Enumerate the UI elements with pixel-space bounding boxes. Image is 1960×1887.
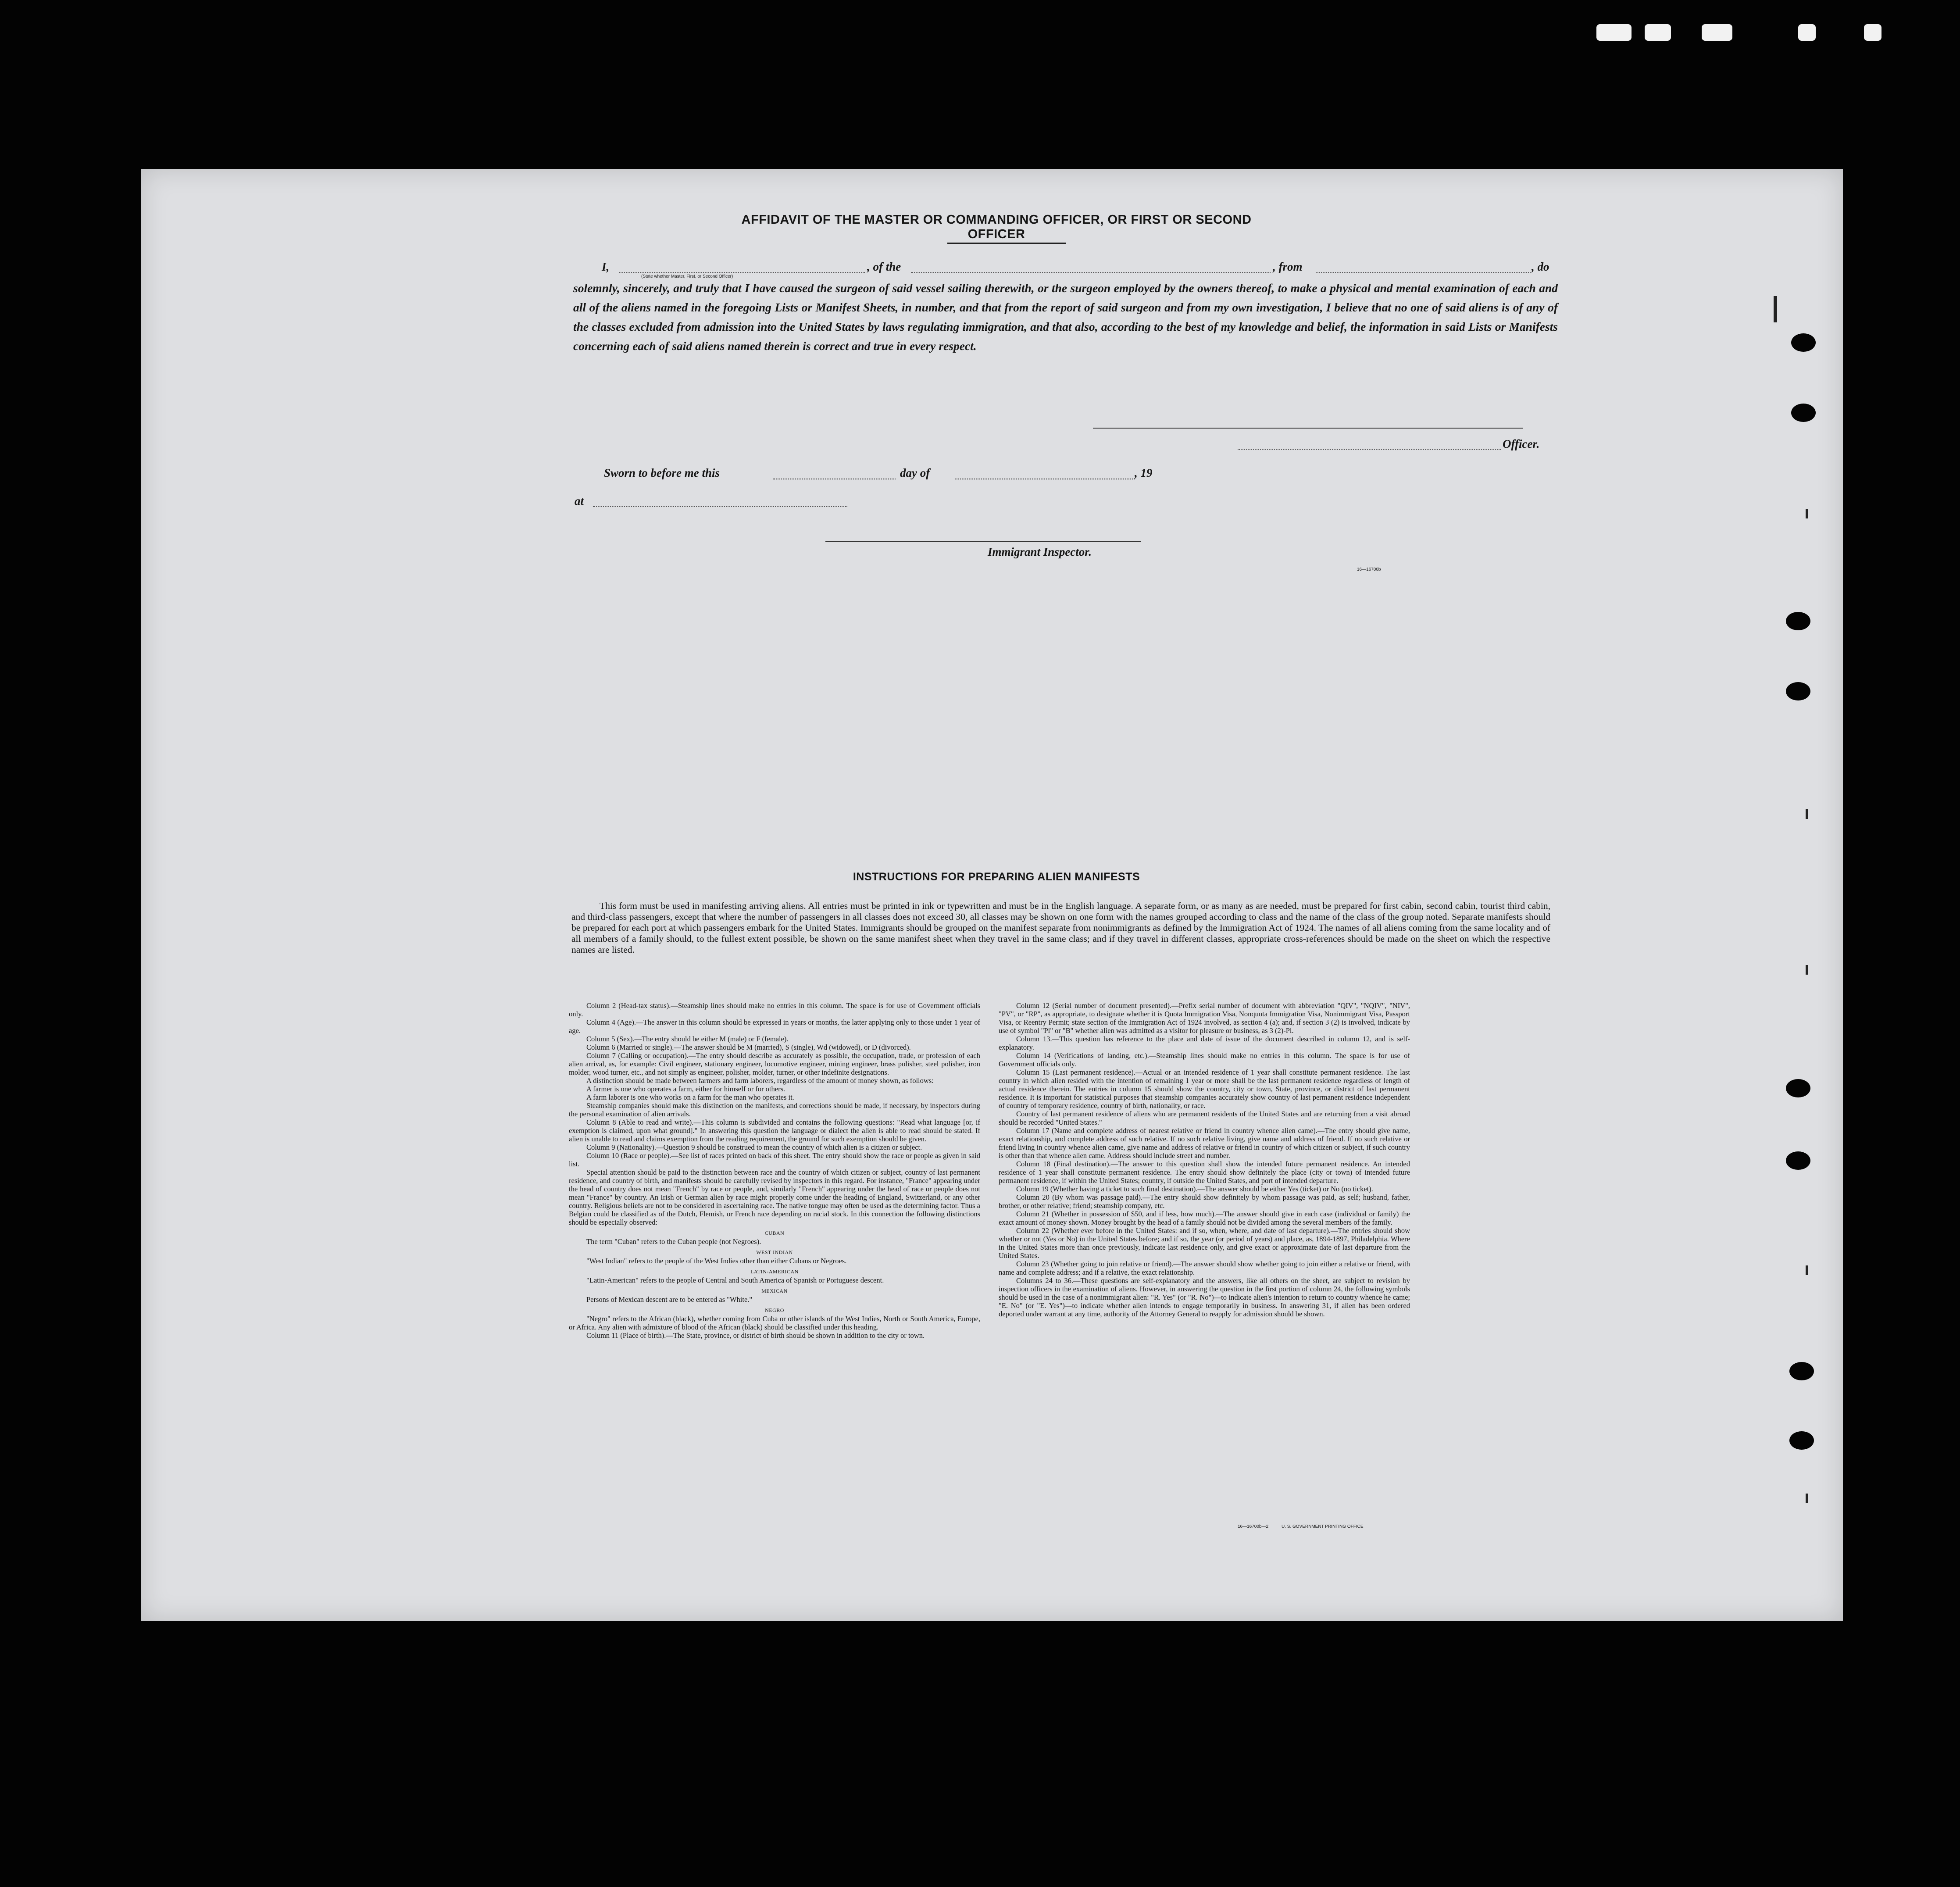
manifest-sheet [141, 169, 1843, 1621]
edge-mark [1806, 1265, 1808, 1275]
affidavit-i-label: I, [602, 260, 610, 273]
sworn-label: Sworn to before me this [604, 466, 720, 479]
col22-instruction: Column 22 (Whether ever before in the United States: and if so, when, where, and date of last departure).—The entries should show whether or not (Yes or No) in the United States before; and if so, the year (or period of years) and place, as, 1894-1897, Philadelphia. Where in the United States more than once previously, indicate last residence only, and give exact or approximate date of last departure from the United States. [999, 1226, 1410, 1260]
instructions-title: INSTRUCTIONS FOR PREPARING ALIEN MANIFESTS [853, 871, 1140, 883]
col9-instruction: Column 9 (Nationality).—Question 9 should be construed to mean the country of which alien is a citizen or subject. [586, 1143, 922, 1151]
mexican-definition: Persons of Mexican descent are to be entered as "White." [586, 1295, 753, 1304]
last-residence-note: Country of last permanent residence of aliens who are permanent residents of the United States and are returning from a visit abroad should be recorded "United States." [999, 1110, 1410, 1126]
col14-instruction: Column 14 (Verifications of landing, etc.).—Steamship lines should make no entries in this column. The space is for use of Government officials only. [999, 1051, 1410, 1068]
affidavit-title: AFFIDAVIT OF THE MASTER OR COMMANDING OFFICER, OR FIRST OR SECOND OFFICER [741, 213, 1252, 241]
state-officer-note: (State whether Master, First, or Second Officer) [641, 274, 733, 279]
edge-mark [1806, 1494, 1808, 1503]
from-label: , from [1273, 260, 1303, 273]
footer-printer: U. S. GOVERNMENT PRINTING OFFICE [1282, 1524, 1364, 1529]
race-attention: Special attention should be paid to the distinction between race and the country of which citizen or subject, country of last permanent residence, and country of birth, and manifests should be carefully revised by inspectors in this regard. For instance, "France" appearing under the head of country does not mean "French" by race or people, and, similarly "French" appearing under the head of race or people does not mean "France" by country. An Irish or German alien by race might properly come under the heading of England, Switzerland, or any other country. Religious beliefs are not to be considered in ascertaining race. The native tongue may often be used as the determining factor. Thus a Belgian could be classified as of the Dutch, Flemish, or French race depending on racial stock. In this connection the following distinctions should be especially observed: [569, 1168, 980, 1226]
signature-line [1093, 428, 1523, 429]
year-label: , 19 [1135, 466, 1153, 479]
col21-instruction: Column 21 (Whether in possession of $50, and if less, how much).—The answer should give in each case (individual or family) the exact amount of money shown. Money brought by the head of a family should not be divided among the several members of the family. [999, 1210, 1410, 1226]
farm-laborer-definition: A farm laborer is one who works on a farm for the man who operates it. [586, 1093, 794, 1101]
col13-instruction: Column 13.—This question has reference to the place and date of issue of the document described in column 12, and is self-explanatory. [999, 1035, 1410, 1051]
cuban-heading: CUBAN [764, 1230, 785, 1236]
inspector-label: Immigrant Inspector. [988, 545, 1092, 558]
west-indian-heading: WEST INDIAN [756, 1249, 793, 1255]
col11-instruction: Column 11 (Place of birth).—The State, province, or district of birth should be shown in addition to the city or town. [586, 1331, 925, 1340]
col19-instruction: Column 19 (Whether having a ticket to such final destination).—The answer should be either Yes (ticket) or No (no ticket). [1016, 1185, 1373, 1193]
col12-instruction: Column 12 (Serial number of document presented).—Prefix serial number of document with abbreviation "QIV", "NQIV", "NIV", "PV", or "RP", as appropriate, to designate whether it is Quota Immigration Visa, Nonquota Immigration Visa, Nonimmigrant Visa, Passport Visa, or Reentry Permit; state section of the Immigration Act of 1924 involved, as section 4 (a); and, if section 3 (2) is involved, indicate by use of symbol "Pl" or "B" whether alien was admitted as a visitor for pleasure or business, as 3 (2)-Pl. [999, 1001, 1410, 1035]
edge-mark [1806, 965, 1808, 975]
mexican-heading: MEXICAN [761, 1288, 788, 1294]
col8-instruction: Column 8 (Able to read and write).—This column is subdivided and contains the following questions: "Read what language [or, if exemption is claimed, upon what ground]." In answering this question the language or dialect the alien is able to read should be stated. If alien is unable to read and claims exemption from the reading requirement, the ground for such exemption should be given. [569, 1118, 980, 1143]
of-the-label: , of the [867, 260, 901, 273]
farmer-definition: A farmer is one who operates a farm, either for himself or for others. [586, 1085, 785, 1093]
col5-instruction: Column 5 (Sex).—The entry should be either M (male) or F (female). [586, 1035, 789, 1043]
edge-mark [1806, 509, 1808, 518]
departure-port-line [1316, 272, 1531, 273]
punch-hole [1786, 1079, 1810, 1097]
officer-name-line [619, 272, 865, 273]
cuban-definition: The term "Cuban" refers to the Cuban people (not Negroes). [586, 1237, 761, 1246]
punch-hole [1791, 404, 1816, 422]
col20-instruction: Column 20 (By whom was passage paid).—The entry should show definitely by whom passage was paid, as self; husband, father, brother, or other relative; friend; steamship company, etc. [999, 1193, 1410, 1210]
vessel-name-line [911, 272, 1271, 273]
film-frame-marks [1596, 24, 1903, 55]
sworn-place-line [593, 506, 847, 507]
instructions-right-column [999, 1001, 1410, 1318]
col23-instruction: Column 23 (Whether going to join relative or friend).—The answer should show whether going to join either a relative or friend, with name and complete address; and if a relative, the exact relationship. [999, 1260, 1410, 1276]
instructions-intro: This form must be used in manifesting arriving aliens. All entries must be printed in ink or typewritten and must be in the English language. A separate form, or as many as are needed, must be prepared for first cabin, second cabin, tourist third cabin, and third-class passengers, except that where the number of passengers in all classes does not exceed 30, all classes may be shown on one form with the names grouped according to class and the name of the class of the group noted. Separate manifests should be prepared for each port at which passengers embark for the United States. Immigrants should be grouped on the manifest separate from nonimmigrants as defined by the Immigration Act of 1924. The names of all aliens coming from the same locality and of all members of a family should, to the fullest extent possible, be shown on the same manifest sheet when they travel in the same class; and if they travel in different classes, appropriate cross-references should be made on the sheet on which the respective names are listed. [571, 901, 1550, 955]
punch-hole [1789, 1431, 1814, 1450]
farmer-distinction: A distinction should be made between farmers and farm laborers, regardless of the amount of money shown, as follows: [586, 1076, 934, 1085]
col15-instruction: Column 15 (Last permanent residence).—Actual or an intended residence of 1 year shall constitute permanent residence. The last country in which alien resided with the intention of remaining 1 year or more shall be the last permanent residence regardless of length of actual residence therein. The entries in column 15 should show the country, city or town, State, province, or district of last permanent residence. It is important for statistical purposes that steamship companies accurately show country of last permanent residence independent of country of temporary residence, country of birth, nationality, or race. [999, 1068, 1410, 1110]
do-label: , do [1532, 260, 1549, 273]
instructions-left-column [569, 1001, 980, 1340]
punch-hole [1791, 333, 1816, 352]
col4-instruction: Column 4 (Age).—The answer in this column should be expressed in years or months, the latter applying only to those under 1 year of age. [569, 1018, 980, 1035]
negro-definition: "Negro" refers to the African (black), whether coming from Cuba or other islands of the West Indies, North or South America, Europe, or Africa. Any alien with admixture of blood of the African (black) should be classified under this heading. [569, 1315, 980, 1331]
officer-signature-line [1238, 449, 1501, 450]
footer-form-code: 16—16700b—2 [1238, 1524, 1269, 1529]
inspector-signature-line [825, 541, 1141, 542]
latin-american-heading: LATIN-AMERICAN [750, 1269, 799, 1275]
steamship-corrections: Steamship companies should make this distinction on the manifests, and corrections should be made, if necessary, by inspectors during the personal examination of alien arrivals. [569, 1101, 980, 1118]
form-number: 16—16700b [1357, 567, 1381, 572]
officer-label: Officer. [1503, 437, 1540, 450]
col6-instruction: Column 6 (Married or single).—The answer should be M (married), S (single), Wd (widowed), or D (divorced). [586, 1043, 911, 1051]
col7-instruction: Column 7 (Calling or occupation).—The entry should describe as accurately as possible, the occupation, trade, or profession of each alien arrival, as, for example: Civil engineer, stationary engineer, locomotive engineer, mining engineer, brass polisher, steel polisher, iron molder, wood turner, etc., and not simply as engineer, polisher, molder, turner, or other indefinite designations. [569, 1051, 980, 1076]
col18-instruction: Column 18 (Final destination).—The answer to this question shall show the intended future permanent residence. An intended residence of 1 year shall constitute permanent residence. The entry should show definitely the place (city or town) of intended future permanent residence, if within the United States; country, if outside the United States, and port of intended departure. [999, 1160, 1410, 1185]
latin-american-definition: "Latin-American" refers to the people of Central and South America of Spanish or Portuguese descent. [586, 1276, 884, 1284]
edge-mark [1774, 296, 1777, 322]
negro-heading: NEGRO [765, 1307, 784, 1313]
col2-instruction: Column 2 (Head-tax status).—Steamship lines should make no entries in this column. The space is for use of Government officials only. [569, 1001, 980, 1018]
west-indian-definition: "West Indian" refers to the people of the West Indies other than either Cubans or Negroes. [586, 1257, 847, 1265]
at-label: at [575, 494, 584, 507]
day-of-label: day of [900, 466, 930, 479]
affidavit-body: solemnly, sincerely, and truly that I have caused the surgeon of said vessel sailing therewith, or the surgeon employed by the owners thereof, to make a physical and mental examination of each and all of the aliens named in the foregoing Lists or Manifest Sheets, in number, and that from the report of said surgeon and from my own investigation, I believe that no one of said aliens is of any of the classes excluded from admission into the United States by laws regulating immigration, and that also, according to the best of my knowledge and belief, the information in said Lists or Manifests concerning each of said aliens named therein is correct and true in every respect. [573, 281, 1558, 353]
col24-36-instruction: Columns 24 to 36.—These questions are self-explanatory and the answers, like all others on the sheet, are subject to revision by inspection officers in the examination of aliens. However, in answering the question in the first portion of column 24, the following symbols should be used in the case of a nonimmigrant alien: "R. Yes" (or "R. No")—to indicate alien's intention to return to country whence he came; "E. No" (or "E. Yes")—to indicate whether alien intends to engage temporarily in business. In answering 31, if alien has been ordered deported under warrant at any time, authority of the Attorney General to reapply for admission should be shown. [999, 1276, 1410, 1318]
punch-hole [1786, 612, 1810, 630]
col10-instruction: Column 10 (Race or people).—See list of races printed on back of this sheet. The entry should show the race or people as given in said list. [569, 1151, 980, 1168]
col17-instruction: Column 17 (Name and complete address of nearest relative or friend in country whence alien came).—The entry should give name, exact relationship, and complete address of such relative. If no such relative living, give name and address of friend. If no such relative or friend living in country whence alien came, give name and address of relative or friend in country of which citizen or subject, if such country is other than that whence alien came. Address should include street and number. [999, 1126, 1410, 1160]
punch-hole [1789, 1362, 1814, 1380]
punch-hole [1786, 1151, 1810, 1170]
title-rule [947, 243, 1066, 244]
edge-mark [1806, 809, 1808, 819]
punch-hole [1786, 682, 1810, 700]
